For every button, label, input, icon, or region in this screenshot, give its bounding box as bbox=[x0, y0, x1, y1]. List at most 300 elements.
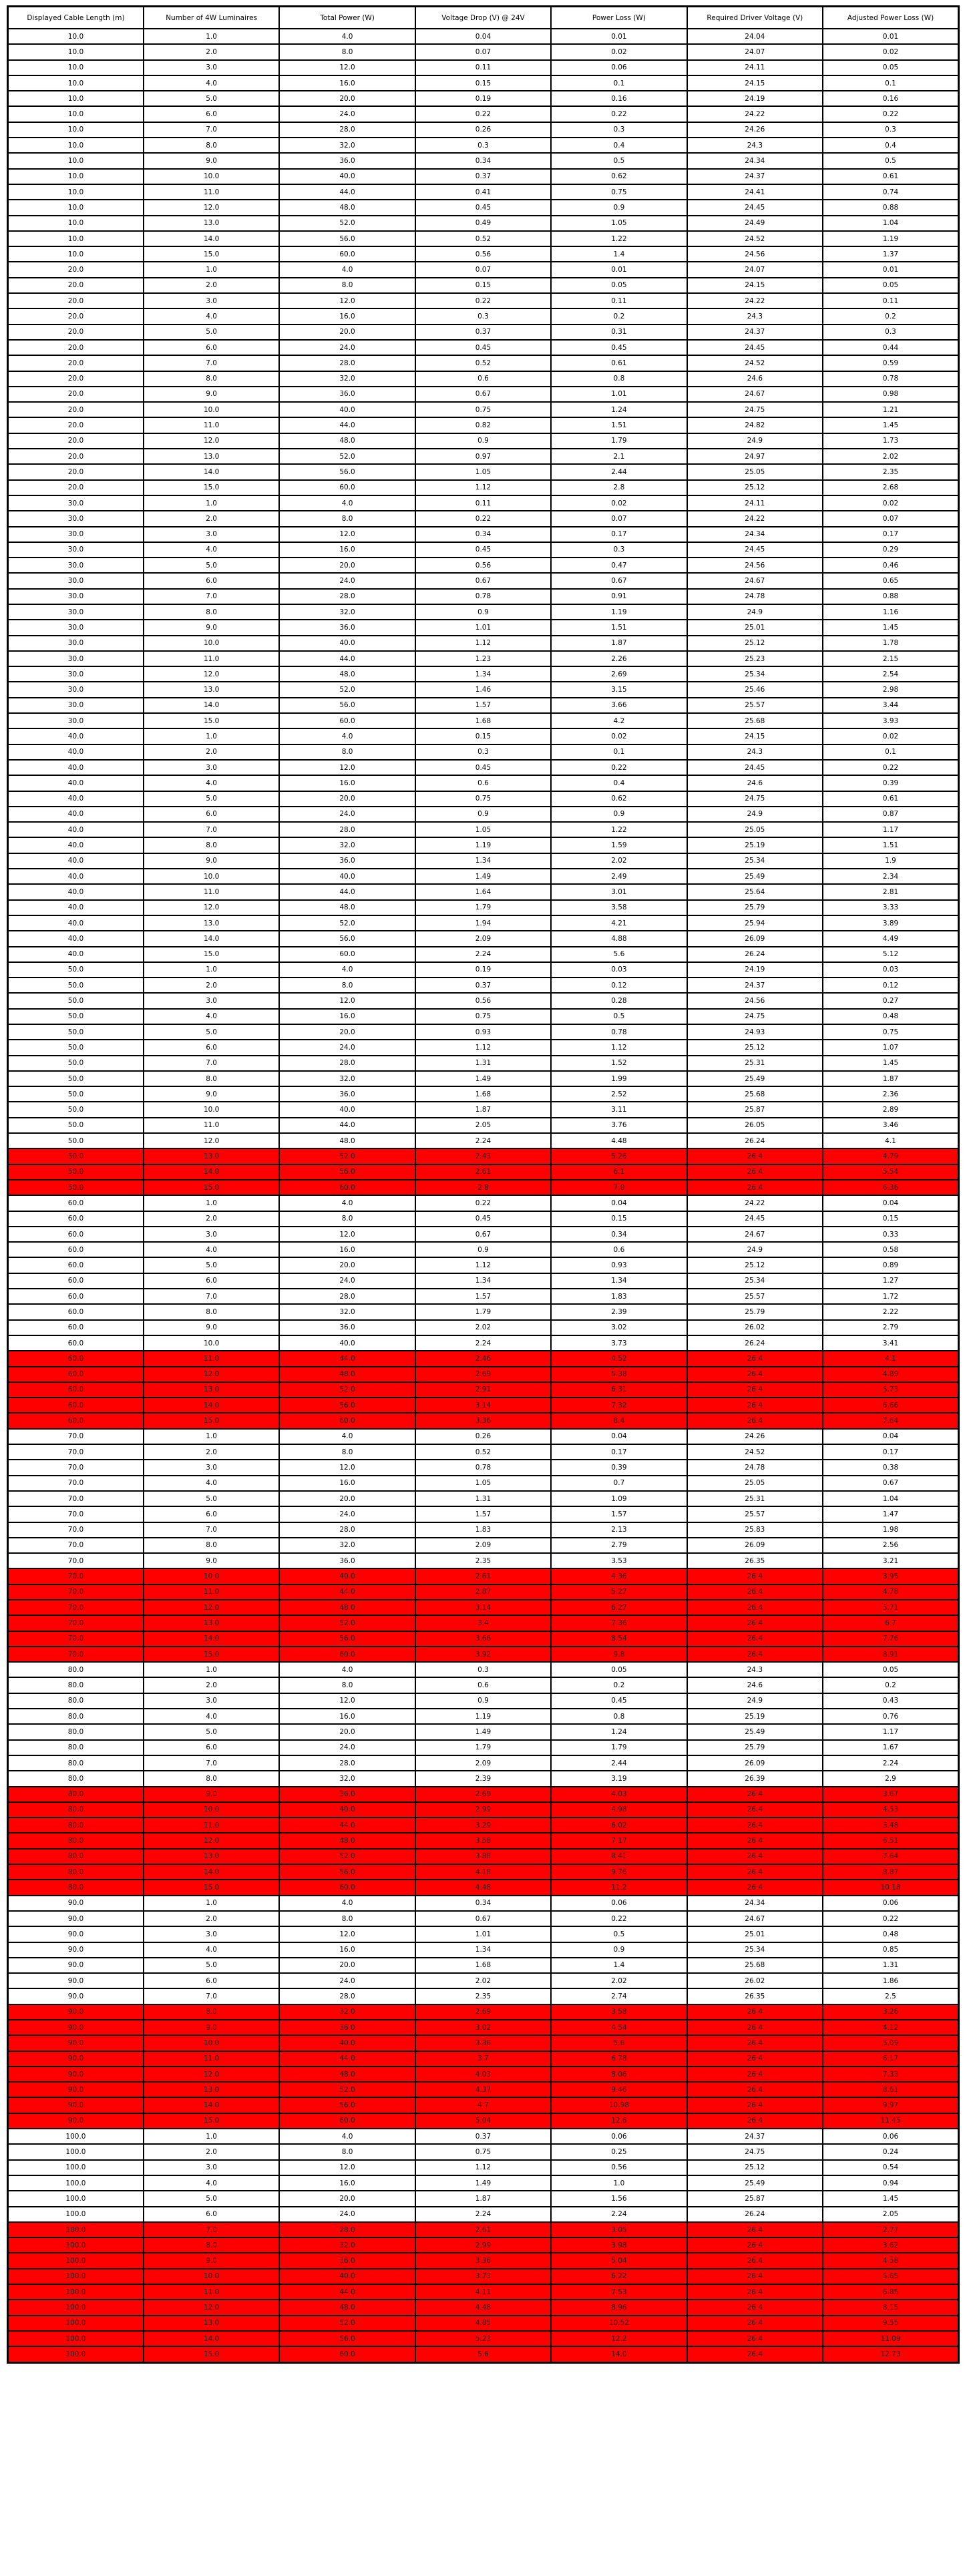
table-cell: 0.06 bbox=[551, 60, 687, 75]
table-row bbox=[8, 122, 959, 138]
table-cell: 24.49 bbox=[687, 216, 823, 231]
table-cell: 8.0 bbox=[144, 2004, 279, 2020]
table-cell: 2.61 bbox=[415, 2222, 551, 2237]
table-cell: 0.75 bbox=[415, 402, 551, 417]
table-cell: 60.0 bbox=[279, 1413, 415, 1428]
table-cell: 11.45 bbox=[823, 2113, 958, 2129]
table-cell: 1.4 bbox=[551, 1958, 687, 1973]
table-cell: 11.0 bbox=[144, 2051, 279, 2067]
table-row bbox=[8, 449, 959, 464]
table-cell: 32.0 bbox=[279, 604, 415, 620]
table-cell: 48.0 bbox=[279, 900, 415, 915]
table-row bbox=[8, 75, 959, 91]
table-cell: 26.4 bbox=[687, 1880, 823, 1895]
table-cell: 30.0 bbox=[8, 682, 144, 697]
table-cell: 8.0 bbox=[279, 1444, 415, 1460]
table-cell: 0.89 bbox=[823, 1257, 958, 1273]
table-cell: 70.0 bbox=[8, 1538, 144, 1553]
table-cell: 24.0 bbox=[279, 1973, 415, 1988]
table-cell: 24.9 bbox=[687, 604, 823, 620]
table-cell: 0.15 bbox=[415, 278, 551, 293]
table-cell: 3.29 bbox=[415, 1817, 551, 1833]
table-cell: 9.0 bbox=[144, 2253, 279, 2268]
table-cell: 3.0 bbox=[144, 527, 279, 542]
table-cell: 0.01 bbox=[551, 29, 687, 44]
table-cell: 1.24 bbox=[551, 1724, 687, 1739]
table-cell: 4.37 bbox=[415, 2082, 551, 2097]
table-cell: 11.0 bbox=[144, 417, 279, 433]
table-cell: 12.0 bbox=[279, 1926, 415, 1942]
table-cell: 24.22 bbox=[687, 293, 823, 308]
table-cell: 1.01 bbox=[551, 387, 687, 402]
table-cell: 8.0 bbox=[279, 511, 415, 526]
table-cell: 5.6 bbox=[415, 2346, 551, 2362]
column-header: Number of 4W Luminaires bbox=[144, 7, 279, 29]
table-row bbox=[8, 1460, 959, 1475]
table-row bbox=[8, 822, 959, 837]
table-cell: 3.58 bbox=[551, 900, 687, 915]
table-cell: 0.97 bbox=[415, 449, 551, 464]
table-cell: 9.0 bbox=[144, 1553, 279, 1568]
table-cell: 32.0 bbox=[279, 1071, 415, 1086]
column-header: Total Power (W) bbox=[279, 7, 415, 29]
table-cell: 26.4 bbox=[687, 2253, 823, 2268]
table-cell: 26.4 bbox=[687, 1367, 823, 1382]
table-cell: 50.0 bbox=[8, 1040, 144, 1055]
table-cell: 3.19 bbox=[551, 1771, 687, 1786]
table-cell: 0.9 bbox=[551, 807, 687, 822]
table-row-highlighted bbox=[8, 2222, 959, 2237]
table-cell: 8.0 bbox=[279, 978, 415, 993]
table-cell: 20.0 bbox=[279, 1024, 415, 1040]
table-cell: 0.27 bbox=[823, 993, 958, 1008]
table-cell: 13.0 bbox=[144, 1382, 279, 1398]
table-cell: 4.85 bbox=[415, 2316, 551, 2331]
table-cell: 0.75 bbox=[415, 1009, 551, 1024]
table-cell: 14.0 bbox=[144, 2331, 279, 2346]
table-cell: 0.22 bbox=[415, 293, 551, 308]
table-row bbox=[8, 1273, 959, 1289]
table-cell: 1.05 bbox=[415, 822, 551, 837]
table-cell: 56.0 bbox=[279, 931, 415, 946]
table-cell: 0.9 bbox=[415, 807, 551, 822]
table-cell: 26.4 bbox=[687, 1382, 823, 1398]
table-row bbox=[8, 1009, 959, 1024]
table-cell: 26.39 bbox=[687, 1771, 823, 1786]
table-cell: 90.0 bbox=[8, 1896, 144, 1911]
table-row bbox=[8, 931, 959, 946]
table-cell: 9.0 bbox=[144, 620, 279, 635]
table-cell: 4.0 bbox=[279, 1429, 415, 1444]
table-cell: 0.15 bbox=[415, 728, 551, 744]
table-cell: 12.0 bbox=[279, 993, 415, 1008]
table-cell: 40.0 bbox=[8, 775, 144, 791]
table-row bbox=[8, 775, 959, 791]
table-cell: 0.43 bbox=[823, 1693, 958, 1709]
table-row bbox=[8, 1926, 959, 1942]
table-row bbox=[8, 1709, 959, 1724]
table-cell: 4.0 bbox=[144, 1476, 279, 1491]
table-row-highlighted bbox=[8, 2113, 959, 2129]
table-cell: 40.0 bbox=[8, 931, 144, 946]
table-cell: 24.15 bbox=[687, 728, 823, 744]
table-row bbox=[8, 2175, 959, 2191]
table-row bbox=[8, 1973, 959, 1988]
table-row bbox=[8, 1506, 959, 1522]
table-cell: 12.0 bbox=[144, 433, 279, 449]
table-cell: 0.11 bbox=[823, 293, 958, 308]
table-cell: 4.03 bbox=[551, 1787, 687, 1802]
table-row bbox=[8, 837, 959, 853]
table-cell: 24.0 bbox=[279, 2207, 415, 2222]
table-cell: 70.0 bbox=[8, 1553, 144, 1568]
table-cell: 26.35 bbox=[687, 1553, 823, 1568]
table-cell: 3.41 bbox=[823, 1335, 958, 1351]
table-cell: 7.32 bbox=[551, 1398, 687, 1413]
table-cell: 24.0 bbox=[279, 340, 415, 355]
table-cell: 60.0 bbox=[279, 2113, 415, 2129]
table-cell: 0.06 bbox=[551, 2129, 687, 2144]
table-cell: 80.0 bbox=[8, 1677, 144, 1693]
table-cell: 3.46 bbox=[823, 1118, 958, 1133]
table-cell: 2.49 bbox=[551, 869, 687, 884]
table-cell: 0.06 bbox=[823, 2129, 958, 2144]
table-cell: 48.0 bbox=[279, 1600, 415, 1615]
table-cell: 1.0 bbox=[144, 1195, 279, 1211]
table-cell: 10.0 bbox=[8, 216, 144, 231]
table-cell: 16.0 bbox=[279, 775, 415, 791]
table-cell: 4.1 bbox=[823, 1133, 958, 1148]
table-cell: 100.0 bbox=[8, 2346, 144, 2362]
table-cell: 0.48 bbox=[823, 1926, 958, 1942]
table-cell: 50.0 bbox=[8, 1102, 144, 1117]
table-cell: 3.53 bbox=[551, 1553, 687, 1568]
table-row-highlighted bbox=[8, 1382, 959, 1398]
table-cell: 60.0 bbox=[279, 1880, 415, 1895]
table-cell: 0.06 bbox=[823, 1896, 958, 1911]
table-cell: 44.0 bbox=[279, 1118, 415, 1133]
table-row bbox=[8, 620, 959, 635]
table-cell: 3.15 bbox=[551, 682, 687, 697]
table-cell: 7.64 bbox=[823, 1413, 958, 1428]
table-row-highlighted bbox=[8, 1180, 959, 1195]
table-cell: 20.0 bbox=[8, 402, 144, 417]
table-cell: 20.0 bbox=[8, 417, 144, 433]
table-cell: 0.75 bbox=[551, 184, 687, 200]
table-row bbox=[8, 278, 959, 293]
table-cell: 0.22 bbox=[415, 1195, 551, 1211]
table-row bbox=[8, 1958, 959, 1973]
table-cell: 1.79 bbox=[415, 1304, 551, 1319]
table-cell: 26.4 bbox=[687, 1864, 823, 1880]
table-cell: 5.23 bbox=[415, 2331, 551, 2346]
table-cell: 8.0 bbox=[144, 1304, 279, 1319]
table-cell: 26.4 bbox=[687, 1180, 823, 1195]
table-row bbox=[8, 340, 959, 355]
table-row-highlighted bbox=[8, 2035, 959, 2051]
table-row bbox=[8, 993, 959, 1008]
table-cell: 100.0 bbox=[8, 2331, 144, 2346]
table-cell: 9.0 bbox=[144, 853, 279, 869]
table-cell: 5.0 bbox=[144, 558, 279, 573]
table-cell: 13.0 bbox=[144, 1148, 279, 1164]
table-cell: 24.45 bbox=[687, 200, 823, 215]
table-row bbox=[8, 1476, 959, 1491]
table-cell: 8.15 bbox=[823, 2300, 958, 2315]
table-cell: 6.0 bbox=[144, 1040, 279, 1055]
table-cell: 1.83 bbox=[415, 1522, 551, 1538]
table-cell: 4.0 bbox=[144, 1242, 279, 1257]
table-cell: 3.0 bbox=[144, 2160, 279, 2175]
table-cell: 26.4 bbox=[687, 2082, 823, 2097]
table-row bbox=[8, 495, 959, 511]
table-cell: 1.51 bbox=[551, 417, 687, 433]
table-cell: 56.0 bbox=[279, 2331, 415, 2346]
luminaire-power-table-wrap bbox=[7, 5, 960, 2364]
table-row-highlighted bbox=[8, 1864, 959, 1880]
table-cell: 16.0 bbox=[279, 308, 415, 324]
table-cell: 90.0 bbox=[8, 2035, 144, 2051]
table-cell: 15.0 bbox=[144, 1647, 279, 1662]
table-cell: 8.4 bbox=[551, 1413, 687, 1428]
table-cell: 1.56 bbox=[551, 2191, 687, 2206]
table-cell: 2.87 bbox=[415, 1584, 551, 1600]
table-cell: 48.0 bbox=[279, 666, 415, 682]
table-cell: 1.31 bbox=[415, 1491, 551, 1506]
table-cell: 4.48 bbox=[551, 1133, 687, 1148]
table-cell: 2.43 bbox=[415, 1148, 551, 1164]
table-row bbox=[8, 2160, 959, 2175]
table-cell: 1.34 bbox=[551, 1273, 687, 1289]
table-cell: 32.0 bbox=[279, 837, 415, 853]
table-cell: 30.0 bbox=[8, 698, 144, 713]
table-cell: 12.0 bbox=[279, 293, 415, 308]
table-cell: 60.0 bbox=[279, 713, 415, 728]
table-cell: 50.0 bbox=[8, 1118, 144, 1133]
table-cell: 2.34 bbox=[823, 869, 958, 884]
table-cell: 30.0 bbox=[8, 636, 144, 651]
table-cell: 0.2 bbox=[551, 308, 687, 324]
table-cell: 16.0 bbox=[279, 1709, 415, 1724]
table-cell: 7.36 bbox=[551, 1615, 687, 1631]
table-row bbox=[8, 682, 959, 697]
table-cell: 5.73 bbox=[823, 1382, 958, 1398]
table-row bbox=[8, 308, 959, 324]
table-cell: 30.0 bbox=[8, 713, 144, 728]
table-row bbox=[8, 1024, 959, 1040]
table-cell: 40.0 bbox=[279, 1102, 415, 1117]
table-cell: 7.0 bbox=[144, 1988, 279, 2004]
table-cell: 8.41 bbox=[551, 1849, 687, 1864]
table-cell: 1.21 bbox=[823, 402, 958, 417]
table-cell: 25.34 bbox=[687, 1942, 823, 1958]
table-cell: 0.61 bbox=[551, 355, 687, 371]
table-row bbox=[8, 1086, 959, 1102]
table-row bbox=[8, 1211, 959, 1227]
table-cell: 8.91 bbox=[823, 1647, 958, 1662]
table-cell: 1.94 bbox=[415, 915, 551, 931]
table-cell: 24.0 bbox=[279, 1040, 415, 1055]
table-cell: 2.02 bbox=[551, 1973, 687, 1988]
table-cell: 1.67 bbox=[823, 1740, 958, 1755]
table-cell: 0.52 bbox=[415, 1444, 551, 1460]
table-cell: 20.0 bbox=[279, 1491, 415, 1506]
table-cell: 3.76 bbox=[551, 1118, 687, 1133]
table-cell: 2.26 bbox=[551, 651, 687, 666]
table-row-highlighted bbox=[8, 2253, 959, 2268]
table-cell: 100.0 bbox=[8, 2253, 144, 2268]
table-cell: 48.0 bbox=[279, 1133, 415, 1148]
table-cell: 52.0 bbox=[279, 1615, 415, 1631]
table-cell: 3.33 bbox=[823, 900, 958, 915]
table-cell: 0.82 bbox=[415, 417, 551, 433]
table-cell: 4.0 bbox=[144, 2175, 279, 2191]
table-cell: 26.09 bbox=[687, 1755, 823, 1771]
table-cell: 4.0 bbox=[279, 728, 415, 744]
table-cell: 52.0 bbox=[279, 1382, 415, 1398]
table-cell: 0.01 bbox=[551, 262, 687, 277]
table-cell: 40.0 bbox=[8, 947, 144, 962]
table-cell: 24.45 bbox=[687, 340, 823, 355]
table-cell: 60.0 bbox=[279, 1647, 415, 1662]
table-cell: 15.0 bbox=[144, 713, 279, 728]
table-cell: 1.09 bbox=[551, 1491, 687, 1506]
table-cell: 6.0 bbox=[144, 807, 279, 822]
table-cell: 0.88 bbox=[823, 200, 958, 215]
table-cell: 1.01 bbox=[415, 1926, 551, 1942]
table-cell: 2.0 bbox=[144, 1677, 279, 1693]
table-cell: 26.05 bbox=[687, 1118, 823, 1133]
table-cell: 0.5 bbox=[551, 1926, 687, 1942]
table-cell: 2.24 bbox=[551, 2207, 687, 2222]
table-cell: 4.0 bbox=[279, 495, 415, 511]
table-cell: 20.0 bbox=[279, 1958, 415, 1973]
table-cell: 40.0 bbox=[279, 402, 415, 417]
table-cell: 60.0 bbox=[8, 1335, 144, 1351]
table-cell: 7.0 bbox=[144, 2222, 279, 2237]
table-cell: 2.05 bbox=[415, 1118, 551, 1133]
table-row-highlighted bbox=[8, 1849, 959, 1864]
table-cell: 14.0 bbox=[144, 231, 279, 246]
table-cell: 32.0 bbox=[279, 1771, 415, 1786]
table-cell: 1.04 bbox=[823, 1491, 958, 1506]
table-cell: 24.3 bbox=[687, 308, 823, 324]
table-cell: 40.0 bbox=[8, 791, 144, 807]
table-cell: 14.0 bbox=[144, 2097, 279, 2113]
table-cell: 4.0 bbox=[144, 308, 279, 324]
table-row bbox=[8, 153, 959, 168]
table-cell: 50.0 bbox=[8, 1071, 144, 1086]
table-cell: 2.77 bbox=[823, 2222, 958, 2237]
table-cell: 40.0 bbox=[8, 853, 144, 869]
table-cell: 4.7 bbox=[415, 2097, 551, 2113]
table-cell: 0.94 bbox=[823, 2175, 958, 2191]
table-cell: 80.0 bbox=[8, 1802, 144, 1817]
table-row bbox=[8, 853, 959, 869]
table-row bbox=[8, 869, 959, 884]
table-cell: 5.6 bbox=[551, 2035, 687, 2051]
table-cell: 4.0 bbox=[279, 1896, 415, 1911]
table-cell: 4.48 bbox=[415, 1880, 551, 1895]
table-cell: 12.0 bbox=[144, 2067, 279, 2082]
table-cell: 60.0 bbox=[8, 1227, 144, 1242]
table-cell: 40.0 bbox=[8, 837, 144, 853]
table-row-highlighted bbox=[8, 2331, 959, 2346]
table-cell: 100.0 bbox=[8, 2160, 144, 2175]
table-cell: 1.68 bbox=[415, 1086, 551, 1102]
table-row-highlighted bbox=[8, 2237, 959, 2253]
table-cell: 0.22 bbox=[823, 760, 958, 775]
table-row bbox=[8, 138, 959, 153]
table-cell: 6.0 bbox=[144, 1506, 279, 1522]
table-cell: 0.16 bbox=[551, 91, 687, 106]
table-row-highlighted bbox=[8, 2020, 959, 2035]
table-cell: 0.37 bbox=[415, 325, 551, 340]
table-cell: 56.0 bbox=[279, 1398, 415, 1413]
table-cell: 70.0 bbox=[8, 1460, 144, 1475]
table-cell: 0.34 bbox=[415, 527, 551, 542]
table-cell: 0.98 bbox=[823, 387, 958, 402]
table-cell: 0.54 bbox=[823, 2160, 958, 2175]
table-cell: 1.79 bbox=[415, 900, 551, 915]
table-cell: 2.54 bbox=[823, 666, 958, 682]
table-cell: 4.18 bbox=[415, 1864, 551, 1880]
table-cell: 26.4 bbox=[687, 1787, 823, 1802]
table-cell: 4.54 bbox=[551, 2020, 687, 2035]
table-cell: 4.12 bbox=[823, 2020, 958, 2035]
table-cell: 8.0 bbox=[144, 837, 279, 853]
table-cell: 7.17 bbox=[551, 1833, 687, 1848]
table-row bbox=[8, 1133, 959, 1148]
table-cell: 0.37 bbox=[415, 169, 551, 184]
table-cell: 1.19 bbox=[823, 231, 958, 246]
table-cell: 7.0 bbox=[551, 1180, 687, 1195]
table-cell: 1.0 bbox=[144, 2129, 279, 2144]
table-cell: 0.02 bbox=[823, 495, 958, 511]
table-cell: 0.5 bbox=[551, 1009, 687, 1024]
table-cell: 0.45 bbox=[415, 542, 551, 558]
table-cell: 26.4 bbox=[687, 2331, 823, 2346]
table-cell: 9.46 bbox=[551, 2082, 687, 2097]
table-cell: 24.67 bbox=[687, 1911, 823, 1926]
table-cell: 12.0 bbox=[279, 60, 415, 75]
table-cell: 20.0 bbox=[8, 278, 144, 293]
table-cell: 90.0 bbox=[8, 1926, 144, 1942]
table-cell: 12.0 bbox=[144, 1833, 279, 1848]
table-cell: 90.0 bbox=[8, 2004, 144, 2020]
table-cell: 0.6 bbox=[415, 371, 551, 387]
table-cell: 5.0 bbox=[144, 2191, 279, 2206]
table-row-highlighted bbox=[8, 1568, 959, 1584]
table-row bbox=[8, 915, 959, 931]
table-cell: 5.0 bbox=[144, 325, 279, 340]
table-cell: 7.76 bbox=[823, 1631, 958, 1647]
table-cell: 10.0 bbox=[8, 138, 144, 153]
table-cell: 15.0 bbox=[144, 1880, 279, 1895]
table-cell: 10.0 bbox=[8, 169, 144, 184]
table-cell: 0.02 bbox=[823, 44, 958, 59]
table-cell: 0.8 bbox=[551, 371, 687, 387]
table-cell: 70.0 bbox=[8, 1647, 144, 1662]
table-row bbox=[8, 1320, 959, 1335]
table-cell: 11.0 bbox=[144, 184, 279, 200]
table-cell: 6.22 bbox=[551, 2269, 687, 2284]
table-cell: 5.04 bbox=[415, 2113, 551, 2129]
table-cell: 7.0 bbox=[144, 822, 279, 837]
table-cell: 10.0 bbox=[144, 402, 279, 417]
table-cell: 12.0 bbox=[279, 1227, 415, 1242]
table-cell: 5.71 bbox=[823, 1600, 958, 1615]
